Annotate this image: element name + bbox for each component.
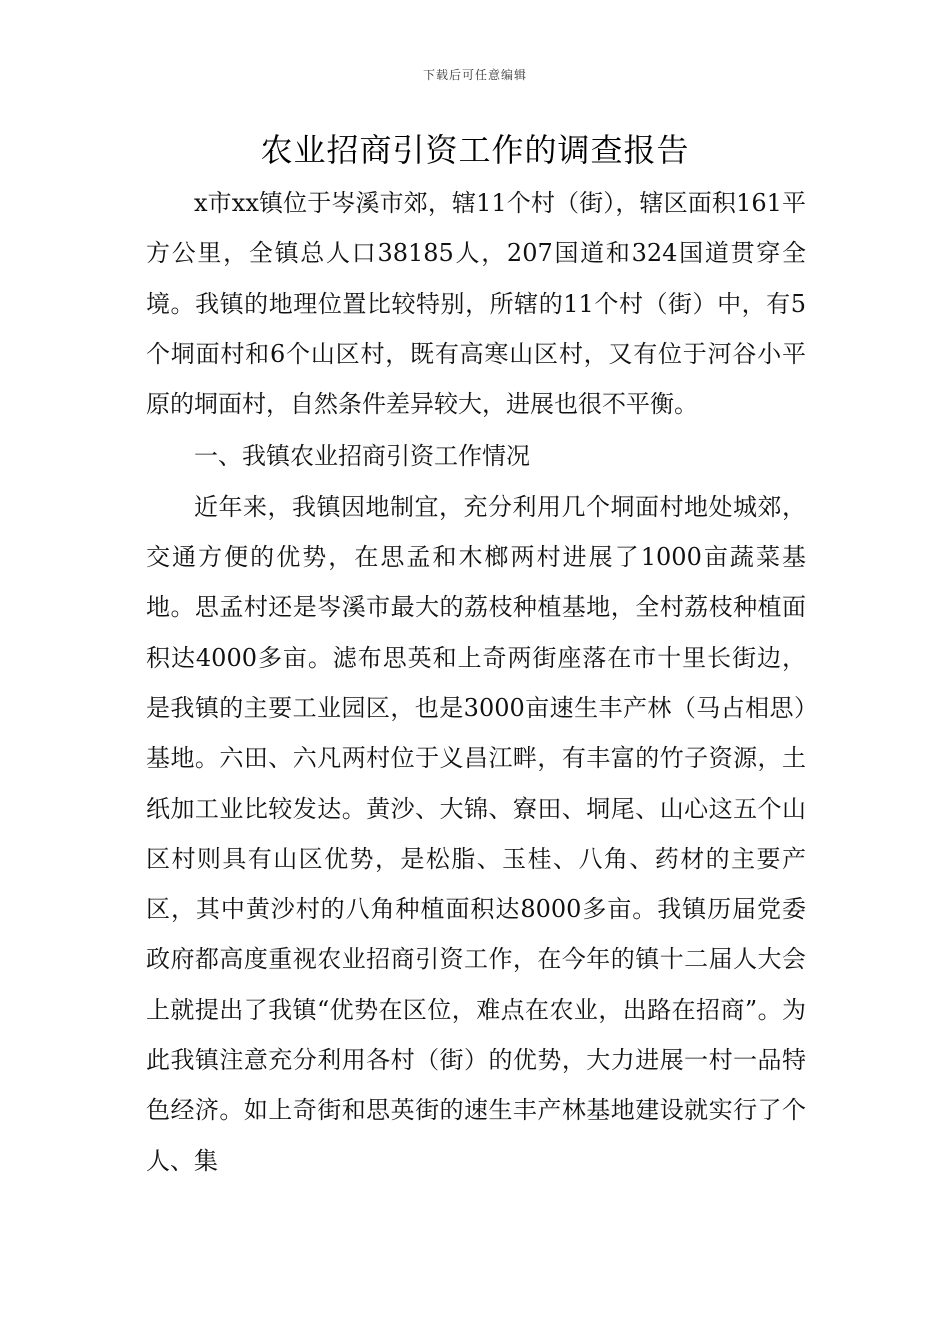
header-note: 下载后可任意编辑 [422,68,527,82]
paragraph-intro: x市xx镇位于岑溪市郊，辖11个村（街），辖区面积161平方公里，全镇总人口38185人，207国道和324国道贯穿全境。我镇的地理位置比较特别，所辖的11个村（街）中，有5个垌面村和6个山区村，既有高寒山区村，又有位于河谷小平原的垌面村，自然条件差异较大，进展也很不平衡。 [146,189,806,419]
document-body [146,178,806,1186]
document-title: 农业招商引资工作的调查报告 [260,131,690,169]
section-heading-1: 一、我镇农业招商引资工作情况 [194,442,530,471]
paragraph-section-1: 近年来，我镇因地制宜，充分利用几个垌面村地处城郊，交通方便的优势，在思孟和木榔两村进展了1000亩蔬菜基地。思孟村还是岑溪市最大的荔枝种植基地，全村荔枝种植面积达4000多亩。滤布思英和上奇两街座落在市十里长街边，是我镇的主要工业园区，也是3000亩速生丰产林（马占相思）基地。六田、六凡两村位于义昌江畔，有丰富的竹子资源，土纸加工业比较发达。黄沙、大锦、寮田、垌尾、山心这五个山区村则具有山区优势，是松脂、玉桂、八角、药材的主要产区，其中黄沙村的八角种植面积达8000多亩。我镇历届党委政府都高度重视农业招商引资工作，在今年的镇十二届人大会上就提出了我镇“优势在区位，难点在农业，出路在招商”。为此我镇注意充分利用各村（街）的优势，大力进展一村一品特色经济。如上奇街和思英街的速生丰产林基地建设就实行了个人、集 [146,492,806,1175]
